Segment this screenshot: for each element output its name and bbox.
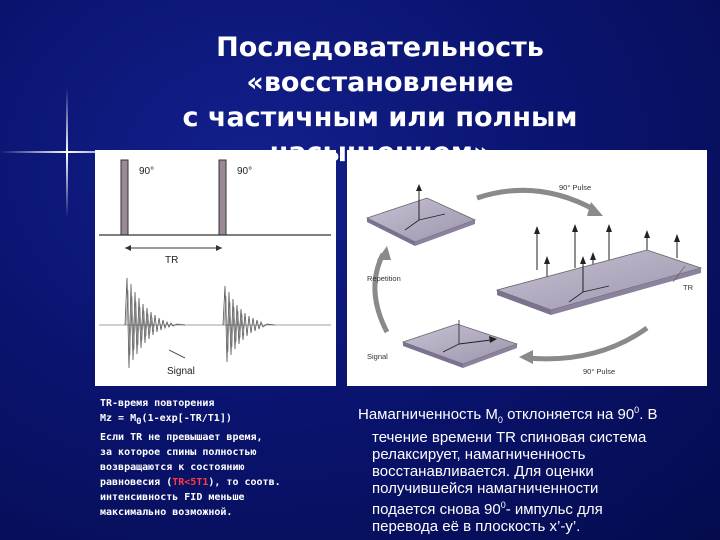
fid-signal-1 — [125, 278, 185, 368]
title-line: Последовательность «восстановление — [216, 32, 544, 98]
bottom-pulse-label: 90° Pulse — [583, 367, 616, 376]
note-line-pre: равновесия ( — [100, 477, 173, 488]
signal-label: Signal — [167, 366, 195, 377]
cycle-arrow-top-head — [587, 202, 603, 216]
explanation-text: подается снова 90 — [372, 501, 501, 518]
note-line-post: ), то соотв. — [208, 477, 281, 488]
title-line: с частичным или полным — [182, 102, 578, 133]
top-pulse-label: 90° Pulse — [559, 183, 592, 192]
repetition-label: Repetition — [367, 274, 401, 283]
pulse-bar-1 — [121, 160, 128, 235]
explanation-sub: 0 — [497, 415, 503, 425]
explanation-first-line — [358, 402, 703, 429]
signal-label-pointer — [169, 350, 185, 358]
cycle-arrow-left-head — [377, 246, 391, 260]
note-line: Если TR не превышает время, — [100, 432, 263, 443]
fid-signal-2 — [223, 286, 275, 362]
explanation-sup: 0 — [634, 405, 640, 415]
tr-definition: TR-время повторения — [100, 398, 215, 409]
plate-bottom — [403, 320, 517, 368]
explanation-text: отклоняется на 90 — [502, 406, 635, 423]
cycle-arrow-top — [477, 190, 595, 210]
magnetization-cycle-figure — [347, 150, 707, 386]
note-line: возвращаются к состоянию — [100, 462, 245, 473]
note-line: за которое спины полностью — [100, 447, 257, 458]
signal-side-label: Signal — [367, 352, 388, 361]
slide-title — [90, 30, 670, 170]
explanation-line — [358, 497, 703, 518]
explanation-text: - импульс для — [505, 501, 603, 518]
mz-formula-sub: 0 — [136, 417, 142, 427]
mz-formula-post: (1-exp[-TR/T1]) — [141, 413, 232, 424]
left-notes — [100, 396, 340, 520]
explanation-sup: 0 — [500, 500, 506, 510]
mz-formula-pre: Mz = M — [100, 413, 137, 424]
explanation-paragraph — [358, 402, 703, 535]
pulse-bar-2 — [219, 160, 226, 235]
cycle-arrow-left — [375, 254, 387, 332]
tr-condition-highlight: TR<5T1 — [172, 477, 209, 488]
note-line: максимально возможной. — [100, 507, 233, 518]
explanation-line: течение времени TR спиновая система — [372, 429, 647, 446]
pulse-label-2: 90° — [237, 166, 253, 177]
plate-middle-right — [497, 250, 701, 315]
explanation-line: релаксирует, намагниченность — [372, 446, 586, 463]
cycle-arrow-bottom — [527, 328, 647, 359]
mz-formula — [100, 411, 340, 430]
explanation-line: восстанавливается. Для оценки — [372, 463, 594, 480]
pulse-label-1: 90° — [139, 166, 155, 177]
tr-label: TR — [165, 255, 179, 266]
cycle-arrow-bottom-head — [519, 350, 533, 364]
tr-side-label: TR — [683, 283, 693, 292]
note-line — [100, 475, 340, 490]
sparkle-decoration-vertical — [66, 88, 68, 218]
tr-arrow-right-head — [216, 245, 222, 251]
pulse-sequence-figure — [95, 150, 336, 386]
explanation-text: Намагниченность M — [358, 406, 498, 423]
explanation-line: получившейся намагниченности — [372, 480, 599, 497]
explanation-line: перевода её в плоскость x’-y’. — [372, 518, 581, 535]
explanation-text: . В — [639, 406, 658, 423]
plate-top-left — [367, 184, 475, 246]
tr-arrow-left-head — [125, 245, 131, 251]
note-line: интенсивность FID меньше — [100, 492, 245, 503]
